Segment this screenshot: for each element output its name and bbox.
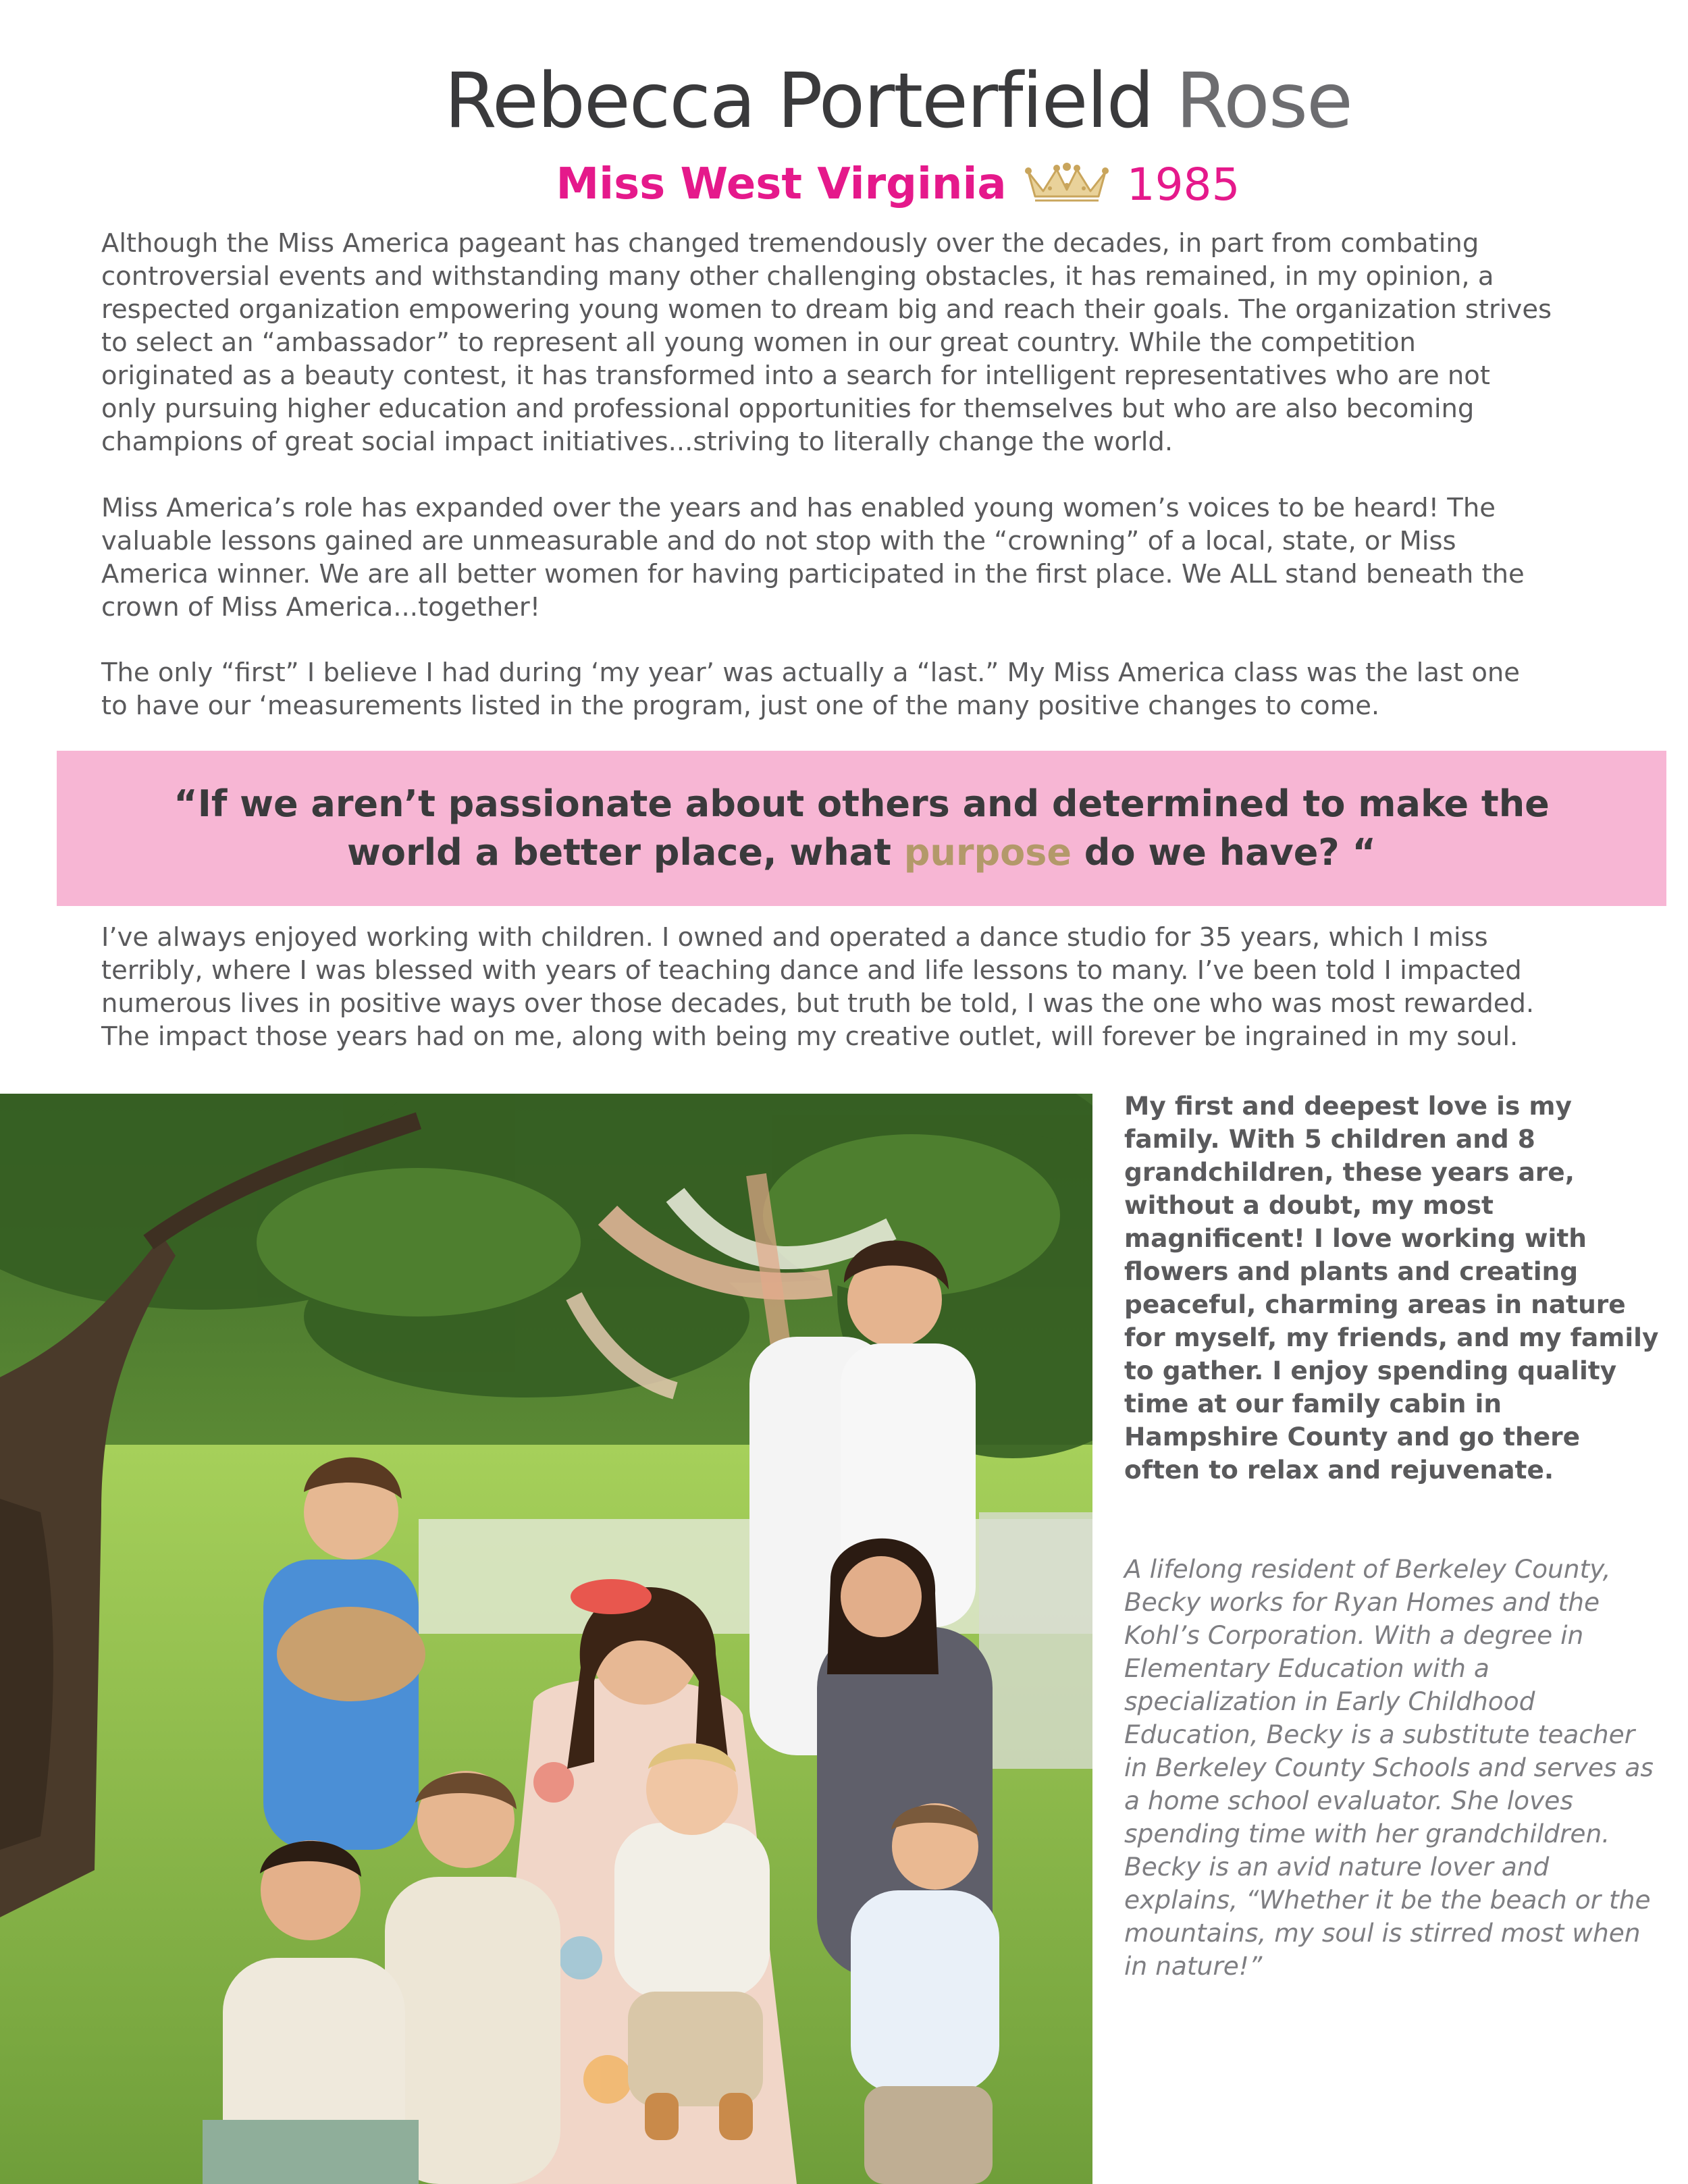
bio-paragraph: A lifelong resident of Berkeley County, Becky works for Ryan Homes and the Kohl’s Corporation. With a degree in Elementary Education with a specialization in Early Childhood Education, Becky is a substitute teacher in Berkeley County Schools and serves as a home school evaluator. She loves spending time with her grandchildren. Becky is an avid nature lover and explains, “Whether it be the beach or the mountains, my soul is stirred most when in nature!” — [1124, 1554, 1654, 1981]
page-title — [108, 57, 1688, 145]
paragraph-first: The only “first” I believe I had during ‘my year’ was actually a “last.” My Miss America class was the last one to have our ‘measurements listed in the program, just one of the many positive changes to come. — [101, 658, 1520, 721]
state-title: Miss West Virginia — [556, 159, 1007, 209]
crown-icon — [1023, 163, 1111, 206]
quote-line-2-start: world a better place, what — [347, 831, 891, 874]
pull-quote-band — [57, 751, 1666, 906]
name-main: Rebecca Porterfield — [444, 57, 1153, 145]
quote-highlight: purpose — [903, 831, 1072, 874]
name-last: Rose — [1176, 57, 1352, 145]
title-line — [108, 151, 1688, 218]
pull-quote — [174, 780, 1550, 877]
paragraph-role: Miss America’s role has expanded over the years and has enabled young women’s voices to be heard! The valuable lessons gained are unmeasurable and do not stop with the “crowning” of a local, state, or Miss America winner. We are all better women for having participated in the first place. We ALL stand beneath the crown of Miss America...together! — [101, 493, 1525, 622]
quote-line-1: “If we aren’t passionate about others and determined to make the — [174, 782, 1550, 825]
quote-line-2-end: do we have? “ — [1084, 831, 1376, 874]
page-header — [0, 57, 1688, 218]
paragraph-dance: I’ve always enjoyed working with children. I owned and operated a dance studio for 35 years, which I miss terribly, where I was blessed with years of teaching dance and life lessons to many. I’ve been told I impacted numerous lives in positive ways over those decades, but truth be told, I was the one who was most rewarded. The impact those years had on me, along with being my creative outlet, will forever be ingrained in my soul. — [101, 922, 1535, 1052]
paragraph-intro: Although the Miss America pageant has changed tremendously over the decades, in part from combating controversial events and withstanding many other challenging obstacles, it has remained, in my opinion, a respected organization empowering young women to dream big and reach their goals. The organization strives to select an “ambassador” to represent all young women in our great country. While the competition originated as a beauty contest, it has transformed into a search for intelligent representatives who are not only pursuing higher education and professional opportunities for themselves but who are also becoming champions of great social impact initiatives...striving to literally change the world. — [101, 228, 1552, 457]
family-photo — [0, 1094, 1092, 2184]
family-paragraph: My first and deepest love is my family. With 5 children and 8 grandchildren, these years are, without a doubt, my most magnificent! I love working with flowers and plants and creating peaceful, charming areas in nature for myself, my friends, and my family to gather. I enjoy spending quality time at our family cabin in Hampshire County and go there often to relax and rejuvenate. — [1124, 1091, 1659, 1485]
year: 1985 — [1126, 158, 1240, 211]
